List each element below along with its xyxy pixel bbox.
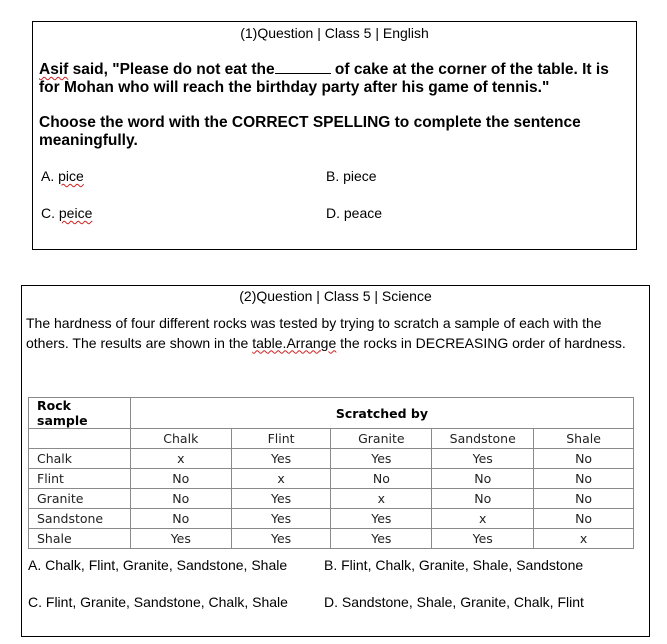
question-2-header: (2)Question | Class 5 | Science [239,288,432,304]
column-header: Chalk [130,429,231,449]
row-label: Flint [29,469,131,489]
option-d[interactable]: D. peace [326,205,383,221]
table-cell: x [130,449,231,469]
row-label: Sandstone [29,509,131,529]
table-row [29,529,634,549]
row-label: Granite [29,489,131,509]
table-cell: No [130,469,231,489]
row-label: Chalk [29,449,131,469]
row-label: Shale [29,529,131,549]
option-c[interactable]: C. peice [41,205,93,221]
table-cell: Yes [231,449,331,469]
option-a[interactable]: A. Chalk, Flint, Granite, Sandstone, Shale [28,557,288,573]
table-row [29,489,634,509]
option-c[interactable]: C. Flint, Granite, Sandstone, Chalk, Shale [28,594,288,610]
header-scratched-by: Scratched by [130,398,633,429]
table-subheader-row [29,429,634,449]
table-cell: No [130,489,231,509]
option-d[interactable]: D. Sandstone, Shale, Granite, Chalk, Flint [324,594,584,610]
table-row [29,449,634,469]
table-cell: x [432,509,534,529]
column-header: Granite [331,429,432,449]
table-cell: No [130,509,231,529]
option-b[interactable]: B. Flint, Chalk, Granite, Shale, Sandstone [324,557,584,573]
table-cell: x [331,489,432,509]
question-1-card [32,21,637,250]
table-cell: Yes [432,529,534,549]
option-a[interactable]: A. pice [41,168,84,184]
column-header: Sandstone [432,429,534,449]
table-cell: No [534,449,634,469]
question-2-card [21,285,650,637]
header-rock-sample: Rock sample [29,398,131,429]
column-header: Shale [534,429,634,449]
table-cell: Yes [432,449,534,469]
table-row [29,469,634,489]
table-cell: Yes [231,509,331,529]
table-cell: x [534,529,634,549]
table-cell: Yes [331,449,432,469]
table-cell: No [432,469,534,489]
question-1-instruction: Choose the word with the CORRECT SPELLING to complete the sentence meaningfully. [39,114,581,149]
table-cell: Yes [331,529,432,549]
table-cell: No [432,489,534,509]
table-cell: No [534,509,634,529]
question-1-header: (1)Question | Class 5 | English [240,25,429,41]
question-2-text: The hardness of four different rocks was tested by trying to scratch a sample of each with the others. The results are shown in the table.Arrange the rocks in DECREASING order of hardness. [26,315,626,351]
table-row [29,509,634,529]
spelling-flag-asif: Asif [39,61,69,78]
question-1-sentence: Asif said, "Please do not eat the of cake at the corner of the table. It is for Mohan who will reach the birthday party after his game of tennis." [39,61,609,96]
option-b[interactable]: B. piece [326,168,377,184]
table-cell: Yes [331,509,432,529]
column-header: Flint [231,429,331,449]
table-cell: Yes [130,529,231,549]
table-cell: Yes [231,529,331,549]
table-header-row [29,398,634,429]
rock-hardness-table [28,397,634,549]
answer-blank [275,61,331,74]
table-cell: Yes [231,489,331,509]
table-cell: No [534,469,634,489]
table-cell: No [331,469,432,489]
table-cell: No [534,489,634,509]
table-cell: x [231,469,331,489]
